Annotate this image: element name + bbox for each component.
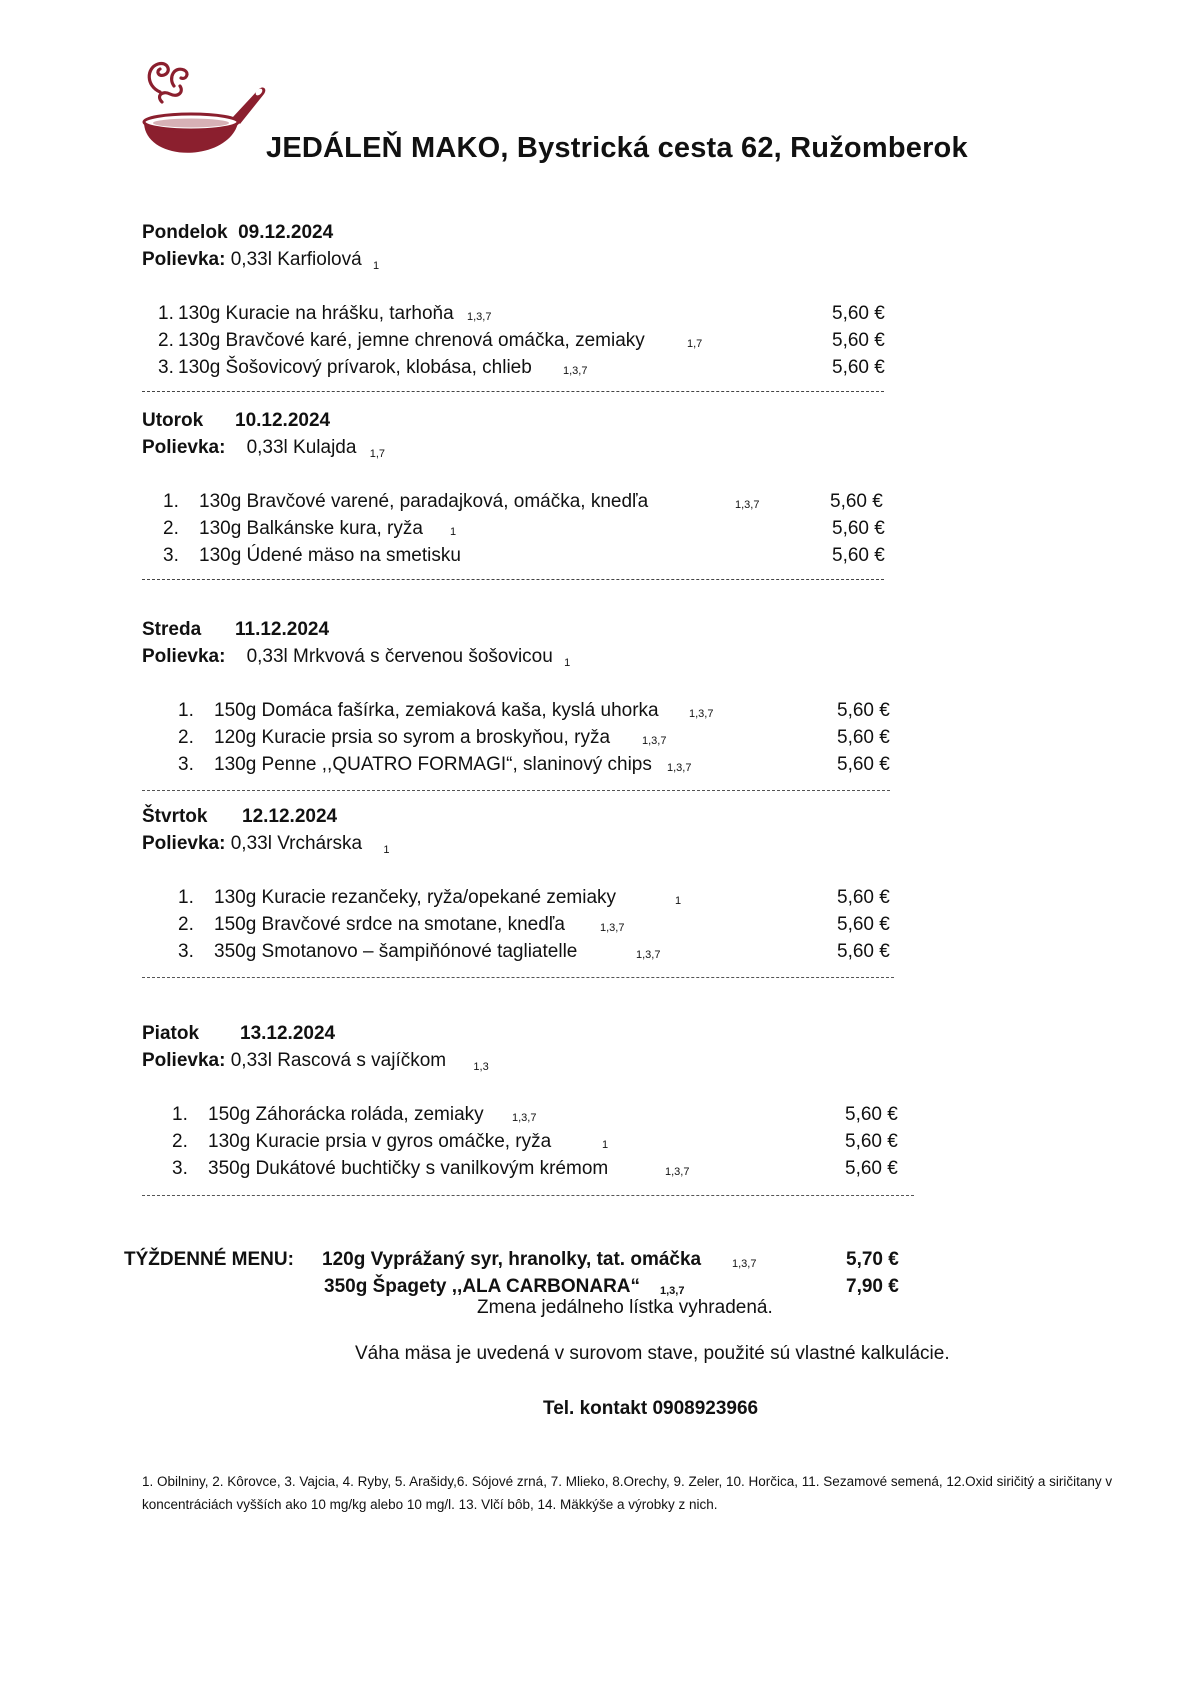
item-price: 5,60 € bbox=[845, 1158, 898, 1179]
item-description: 150g Záhorácka roláda, zemiaky bbox=[208, 1104, 484, 1125]
steaming-pan-icon bbox=[140, 52, 270, 167]
item-description: 120g Kuracie prsia so syrom a broskyňou, ryža bbox=[214, 727, 611, 748]
day-block-monday bbox=[142, 219, 902, 381]
day-date: 12.12.2024 bbox=[242, 806, 338, 827]
day-date: 11.12.2024 bbox=[235, 619, 330, 640]
item-number: 3. bbox=[163, 545, 179, 566]
item-description: 130g Údené mäso na smetisku bbox=[199, 545, 461, 566]
day-heading bbox=[142, 219, 902, 246]
day-name: Pondelok bbox=[142, 222, 228, 243]
item-number: 2. bbox=[178, 727, 194, 748]
item-price: 5,60 € bbox=[832, 357, 885, 378]
item-description: 130g Balkánske kura, ryža bbox=[199, 518, 423, 539]
item-price: 5,60 € bbox=[837, 914, 890, 935]
item-number: 3. bbox=[178, 941, 194, 962]
soup-allergens: 1,7 bbox=[369, 448, 386, 460]
day-heading bbox=[142, 1020, 902, 1047]
item-description: 130g Kuracie prsia v gyros omáčke, ryža bbox=[208, 1131, 552, 1152]
item-description: 130g Kuracie rezančeky, ryža/opekané zemiaky bbox=[214, 887, 617, 908]
menu-item bbox=[142, 542, 902, 569]
weekly-item-allergens: 1,3,7 bbox=[732, 1258, 757, 1270]
separator bbox=[142, 977, 894, 979]
weekly-item bbox=[322, 1246, 701, 1273]
soup-allergens: 1 bbox=[383, 844, 390, 856]
item-description: 130g Kuracie na hrášku, tarhoňa bbox=[178, 303, 454, 324]
soup-label: Polievka: bbox=[142, 1050, 226, 1071]
item-description: 150g Bravčové srdce na smotane, knedľa bbox=[214, 914, 565, 935]
menu-item bbox=[142, 488, 902, 515]
day-block-thursday bbox=[142, 803, 902, 965]
item-price: 5,60 € bbox=[837, 727, 890, 748]
soup-allergens: 1 bbox=[372, 260, 380, 272]
weekly-menu-label: TÝŽDENNÉ MENU: bbox=[124, 1249, 294, 1270]
item-number: 3. bbox=[172, 1158, 188, 1179]
menu-item bbox=[142, 911, 902, 938]
item-allergens: 1,3,7 bbox=[512, 1112, 537, 1124]
item-allergens: 1,3,7 bbox=[563, 365, 588, 377]
item-description: 350g Dukátové buchtičky s vanilkovým krémom bbox=[208, 1158, 609, 1179]
item-number: 1. bbox=[172, 1104, 188, 1125]
item-description: 130g Šošovicový prívarok, klobása, chlieb bbox=[178, 357, 532, 378]
menu-item bbox=[142, 724, 902, 751]
item-price: 5,60 € bbox=[832, 330, 885, 351]
separator bbox=[142, 579, 884, 581]
soup-label: Polievka: bbox=[142, 249, 226, 270]
soup-line bbox=[142, 1047, 902, 1074]
menu-item bbox=[142, 300, 902, 327]
separator bbox=[142, 790, 890, 792]
menu-item bbox=[142, 938, 902, 965]
item-number: 2. bbox=[163, 518, 179, 539]
menu-item bbox=[142, 354, 902, 381]
item-allergens: 1,3,7 bbox=[667, 762, 692, 774]
soup-line bbox=[142, 246, 902, 273]
contact-phone: Tel. kontakt 0908923966 bbox=[543, 1398, 759, 1419]
item-number: 3. bbox=[158, 357, 174, 378]
item-number: 3. bbox=[178, 754, 194, 775]
item-price: 5,60 € bbox=[845, 1104, 898, 1125]
day-date: 09.12.2024 bbox=[238, 222, 334, 243]
soup-label: Polievka: bbox=[142, 437, 226, 458]
item-description: 130g Bravčové varené, paradajková, omáčka, knedľa bbox=[199, 491, 649, 512]
day-heading bbox=[142, 616, 902, 643]
item-allergens: 1,3,7 bbox=[600, 922, 625, 934]
day-name: Streda bbox=[142, 619, 202, 640]
day-block-wednesday bbox=[142, 616, 902, 778]
item-price: 5,60 € bbox=[830, 491, 883, 512]
menu-item bbox=[142, 1155, 902, 1182]
item-price: 5,60 € bbox=[837, 754, 890, 775]
item-allergens: 1,3,7 bbox=[665, 1166, 690, 1178]
menu-item bbox=[142, 1101, 902, 1128]
soup-name: 0,33l Rascová s vajíčkom bbox=[230, 1050, 447, 1071]
item-number: 2. bbox=[158, 330, 174, 351]
item-allergens: 1,3,7 bbox=[467, 311, 492, 323]
day-date: 10.12.2024 bbox=[235, 410, 331, 431]
item-description: 150g Domáca fašírka, zemiaková kaša, kyslá uhorka bbox=[214, 700, 659, 721]
item-number: 1. bbox=[178, 887, 194, 908]
soup-name: 0,33l Karfiolová bbox=[230, 249, 362, 270]
item-price: 5,60 € bbox=[837, 887, 890, 908]
menu-item bbox=[142, 327, 902, 354]
item-price: 5,60 € bbox=[832, 518, 885, 539]
weekly-item-description: 350g Špagety ,,ALA CARBONARA“ bbox=[324, 1276, 641, 1297]
day-heading bbox=[142, 803, 902, 830]
day-name: Utorok bbox=[142, 410, 204, 431]
separator bbox=[142, 1195, 914, 1197]
item-allergens: 1 bbox=[675, 895, 682, 907]
item-number: 1. bbox=[163, 491, 179, 512]
item-number: 2. bbox=[178, 914, 194, 935]
soup-label: Polievka: bbox=[142, 646, 226, 667]
allergen-legend: 1. Obilniny, 2. Kôrovce, 3. Vajcia, 4. Ryby, 5. Arašidy,6. Sójové zrná, 7. Mlieko, 8.Orechy, 9. Zeler, 10. Horčica, 11. Sezamové semená, 12.Oxid siričitý a siričitany v koncentráciách vyšších ako 10 mg/kg alebo 10 mg/l. 13. Vlčí bôb, 14. Mäkkýše a výrobky z nich. bbox=[142, 1474, 1113, 1512]
menu-change-note: Zmena jedálneho lístka vyhradená. bbox=[477, 1297, 773, 1318]
weekly-item bbox=[324, 1273, 640, 1300]
weight-note: Váha mäsa je uvedená v surovom stave, použité sú vlastné kalkulácie. bbox=[355, 1343, 950, 1364]
item-price: 5,60 € bbox=[845, 1131, 898, 1152]
day-name: Piatok bbox=[142, 1023, 200, 1044]
weekly-item-allergens: 1,3,7 bbox=[660, 1285, 685, 1297]
day-date: 13.12.2024 bbox=[240, 1023, 336, 1044]
day-heading bbox=[142, 407, 902, 434]
weekly-item-description: 120g Vyprážaný syr, hranolky, tat. omáčka bbox=[322, 1249, 702, 1270]
item-description: 130g Penne ,,QUATRO FORMAGI“, slaninový chips bbox=[214, 754, 652, 775]
soup-line bbox=[142, 643, 902, 670]
item-allergens: 1,3,7 bbox=[636, 949, 661, 961]
menu-item bbox=[142, 751, 902, 778]
soup-name: 0,33l Vrchárska bbox=[230, 833, 363, 854]
day-block-friday bbox=[142, 1020, 902, 1182]
weekly-item-price: 7,90 € bbox=[846, 1276, 899, 1297]
item-allergens: 1 bbox=[450, 526, 457, 538]
soup-label: Polievka: bbox=[142, 833, 226, 854]
item-allergens: 1,3,7 bbox=[735, 499, 760, 511]
separator bbox=[142, 391, 884, 393]
day-name: Štvrtok bbox=[142, 806, 208, 827]
item-number: 1. bbox=[178, 700, 194, 721]
item-description: 350g Smotanovo – šampiňónové tagliatelle bbox=[214, 941, 578, 962]
menu-item bbox=[142, 884, 902, 911]
page-title: JEDÁLEŇ MAKO, Bystrická cesta 62, Ružomberok bbox=[266, 132, 968, 164]
item-price: 5,60 € bbox=[837, 941, 890, 962]
menu-item bbox=[142, 515, 902, 542]
soup-allergens: 1,3 bbox=[473, 1061, 489, 1073]
soup-name: 0,33l Kulajda bbox=[246, 437, 357, 458]
item-number: 2. bbox=[172, 1131, 188, 1152]
soup-allergens: 1 bbox=[564, 657, 571, 669]
menu-item bbox=[142, 1128, 902, 1155]
item-price: 5,60 € bbox=[832, 303, 885, 324]
weekly-item-price: 5,70 € bbox=[846, 1249, 899, 1270]
item-allergens: 1,7 bbox=[687, 338, 703, 350]
soup-line bbox=[142, 434, 902, 461]
item-allergens: 1,3,7 bbox=[642, 735, 667, 747]
menu-item bbox=[142, 697, 902, 724]
day-block-tuesday bbox=[142, 407, 902, 569]
soup-line bbox=[142, 830, 902, 857]
item-price: 5,60 € bbox=[837, 700, 890, 721]
item-price: 5,60 € bbox=[832, 545, 885, 566]
item-number: 1. bbox=[158, 303, 174, 324]
item-description: 130g Bravčové karé, jemne chrenová omáčka, zemiaky bbox=[178, 330, 645, 351]
soup-name: 0,33l Mrkvová s červenou šošovicou bbox=[246, 646, 553, 667]
item-allergens: 1 bbox=[602, 1139, 609, 1151]
item-allergens: 1,3,7 bbox=[689, 708, 714, 720]
